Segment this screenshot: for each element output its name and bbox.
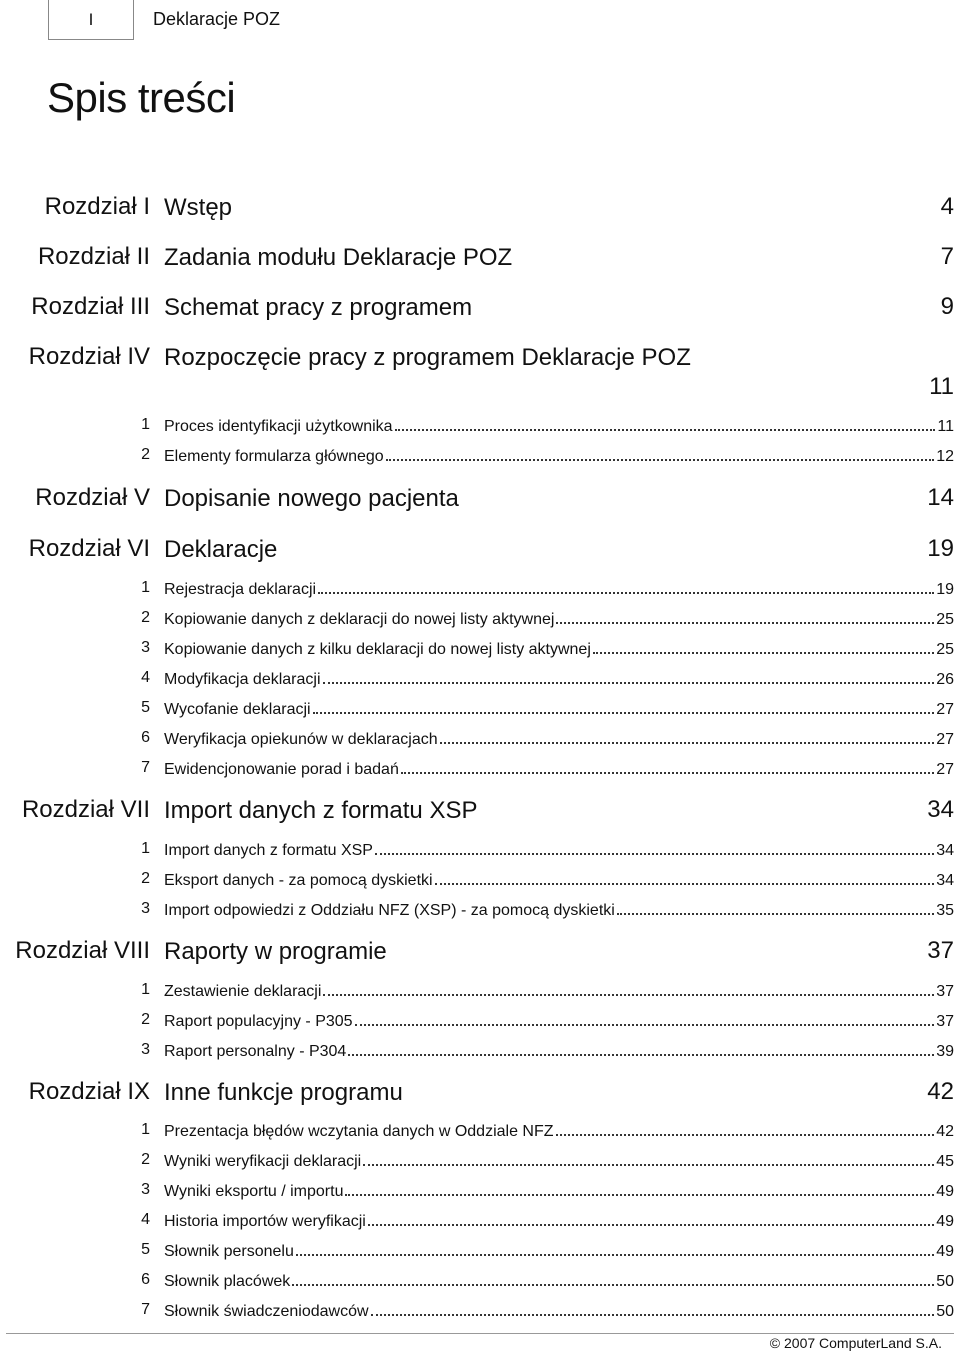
section-page-number: 50: [936, 1303, 954, 1320]
section-number: 3: [141, 900, 150, 917]
chapter-page-number: 14: [927, 484, 954, 511]
section-number: 4: [141, 669, 150, 686]
chapter-page-number: 19: [927, 535, 954, 562]
section-title: Rejestracja deklaracji: [164, 581, 317, 598]
section-number: 2: [141, 446, 150, 463]
section-line: [164, 900, 954, 920]
section-page-number: 49: [936, 1243, 954, 1260]
section-number: 2: [141, 1011, 150, 1028]
section-page-number: 25: [936, 611, 954, 628]
section-number: 1: [141, 579, 150, 596]
header-page-number: I: [48, 0, 134, 40]
section-line: [164, 1151, 954, 1171]
section-number: 2: [141, 1151, 150, 1168]
dot-leader: [556, 1121, 935, 1136]
section-number: 3: [141, 1041, 150, 1058]
section-page-number: 45: [936, 1153, 954, 1170]
section-number: 5: [141, 1241, 150, 1258]
chapter-label: Rozdział VI: [28, 535, 150, 562]
section-title: Historia importów weryfikacji: [164, 1213, 366, 1230]
section-line: [164, 840, 954, 860]
dot-leader: [323, 669, 935, 684]
section-number: 2: [141, 609, 150, 626]
section-title: Wycofanie deklaracji: [164, 701, 311, 718]
section-page-number: 27: [936, 731, 954, 748]
section-line: [164, 416, 954, 436]
chapter-title: Zadania modułu Deklaracje POZ: [164, 244, 513, 271]
chapter-title: Schemat pracy z programem: [164, 294, 473, 321]
section-title: Zestawienie deklaracji: [164, 983, 322, 1000]
section-line: [164, 759, 954, 779]
chapter-page-number: 34: [927, 796, 954, 823]
chapter-title: Import danych z formatu XSP: [164, 797, 478, 824]
chapter-title: Raporty w programie: [164, 938, 387, 965]
section-page-number: 37: [936, 1013, 954, 1030]
section-number: 1: [141, 416, 150, 433]
chapter-label: Rozdział I: [44, 193, 150, 220]
section-title: Raport personalny - P304: [164, 1043, 347, 1060]
dot-leader: [313, 699, 935, 714]
section-title: Wyniki weryfikacji deklaracji: [164, 1153, 362, 1170]
section-title: Proces identyfikacji użytkownika: [164, 418, 393, 435]
header-title: Deklaracje POZ: [153, 9, 281, 29]
section-title: Elementy formularza głównego: [164, 448, 384, 465]
chapter-page-number: 9: [940, 293, 954, 320]
dot-leader: [375, 840, 934, 855]
chapter-label: Rozdział VIII: [15, 937, 150, 964]
chapter-page-number: 4: [940, 193, 954, 220]
section-page-number: 27: [936, 701, 954, 718]
chapter-title: Inne funkcje programu: [164, 1079, 403, 1106]
chapter-page-number: 11: [929, 373, 954, 400]
section-number: 5: [141, 699, 150, 716]
section-page-number: 35: [936, 902, 954, 919]
section-page-number: 11: [937, 418, 954, 435]
section-number: 7: [141, 1301, 150, 1318]
section-line: [164, 639, 954, 659]
section-title: Ewidencjonowanie porad i badań: [164, 761, 399, 778]
section-line: [164, 1121, 954, 1141]
section-number: 1: [141, 840, 150, 857]
section-line: [164, 1301, 954, 1321]
section-line: [164, 1181, 954, 1201]
section-title: Kopiowanie danych z kilku deklaracji do nowej listy aktywnej: [164, 641, 591, 658]
section-line: [164, 870, 954, 890]
chapter-label: Rozdział V: [35, 484, 150, 511]
section-page-number: 34: [936, 872, 954, 889]
footer-copyright: © 2007 ComputerLand S.A.: [769, 1335, 942, 1351]
dot-leader: [435, 870, 935, 885]
section-title: Wyniki eksportu / importu: [164, 1183, 344, 1200]
dot-leader: [355, 1011, 935, 1026]
chapter-title: Wstęp: [164, 194, 233, 221]
dot-leader: [348, 1041, 934, 1056]
section-page-number: 12: [936, 448, 954, 465]
chapter-title: Deklaracje: [164, 536, 278, 563]
dot-leader: [556, 609, 934, 624]
section-line: [164, 1271, 954, 1291]
dot-leader: [296, 1241, 934, 1256]
section-line: [164, 669, 954, 689]
dot-leader: [617, 900, 934, 915]
chapter-title: Rozpoczęcie pracy z programem Deklaracje POZ: [164, 344, 691, 371]
section-title: Słownik placówek: [164, 1273, 291, 1290]
section-line: [164, 446, 954, 466]
chapter-page-number: 37: [927, 937, 954, 964]
section-number: 1: [141, 981, 150, 998]
section-line: [164, 1041, 954, 1061]
section-page-number: 39: [936, 1043, 954, 1060]
dot-leader: [345, 1181, 934, 1196]
section-number: 4: [141, 1211, 150, 1228]
section-page-number: 26: [936, 671, 954, 688]
chapter-page-number: 7: [940, 243, 954, 270]
section-title: Eksport danych - za pomocą dyskietki: [164, 872, 433, 889]
chapter-page-number: 42: [927, 1078, 954, 1105]
dot-leader: [318, 579, 934, 594]
dot-leader: [386, 446, 935, 461]
section-line: [164, 699, 954, 719]
section-number: 6: [141, 1271, 150, 1288]
section-number: 3: [141, 1181, 150, 1198]
dot-leader: [593, 639, 934, 654]
chapter-label: Rozdział III: [31, 293, 150, 320]
section-line: [164, 1211, 954, 1231]
section-line: [164, 981, 954, 1001]
dot-leader: [363, 1151, 934, 1166]
section-title: Raport populacyjny - P305: [164, 1013, 353, 1030]
section-title: Słownik personelu: [164, 1243, 294, 1260]
section-page-number: 42: [936, 1123, 954, 1140]
dot-leader: [292, 1271, 934, 1286]
dot-leader: [401, 759, 934, 774]
section-title: Prezentacja błędów wczytania danych w Oddziale NFZ: [164, 1123, 554, 1140]
chapter-title: Dopisanie nowego pacjenta: [164, 485, 459, 512]
section-title: Import danych z formatu XSP: [164, 842, 373, 859]
section-number: 6: [141, 729, 150, 746]
section-line: [164, 609, 954, 629]
section-title: Słownik świadczeniodawców: [164, 1303, 369, 1320]
section-line: [164, 1011, 954, 1031]
section-page-number: 34: [936, 842, 954, 859]
section-number: 1: [141, 1121, 150, 1138]
section-title: Weryfikacja opiekunów w deklaracjach: [164, 731, 438, 748]
section-page-number: 49: [936, 1213, 954, 1230]
section-number: 2: [141, 870, 150, 887]
chapter-label: Rozdział IV: [28, 343, 150, 370]
dot-leader: [368, 1211, 934, 1226]
section-page-number: 50: [936, 1273, 954, 1290]
chapter-label: Rozdział VII: [21, 796, 150, 823]
section-number: 3: [141, 639, 150, 656]
chapter-label: Rozdział IX: [28, 1078, 150, 1105]
section-line: [164, 729, 954, 749]
section-title: Import odpowiedzi z Oddziału NFZ (XSP) - za pomocą dyskietki: [164, 902, 615, 919]
footer-divider: [6, 1333, 954, 1334]
section-title: Kopiowanie danych z deklaracji do nowej listy aktywnej: [164, 611, 555, 628]
dot-leader: [440, 729, 935, 744]
section-line: [164, 579, 954, 599]
section-page-number: 49: [936, 1183, 954, 1200]
section-page-number: 25: [936, 641, 954, 658]
section-line: [164, 1241, 954, 1261]
page-title: Spis treści: [47, 74, 236, 121]
section-page-number: 19: [936, 581, 954, 598]
section-title: Modyfikacja deklaracji: [164, 671, 321, 688]
section-number: 7: [141, 759, 150, 776]
chapter-label: Rozdział II: [37, 243, 150, 270]
dot-leader: [371, 1301, 935, 1316]
section-page-number: 37: [936, 983, 954, 1000]
section-page-number: 27: [936, 761, 954, 778]
dot-leader: [395, 416, 936, 431]
dot-leader: [323, 981, 934, 996]
